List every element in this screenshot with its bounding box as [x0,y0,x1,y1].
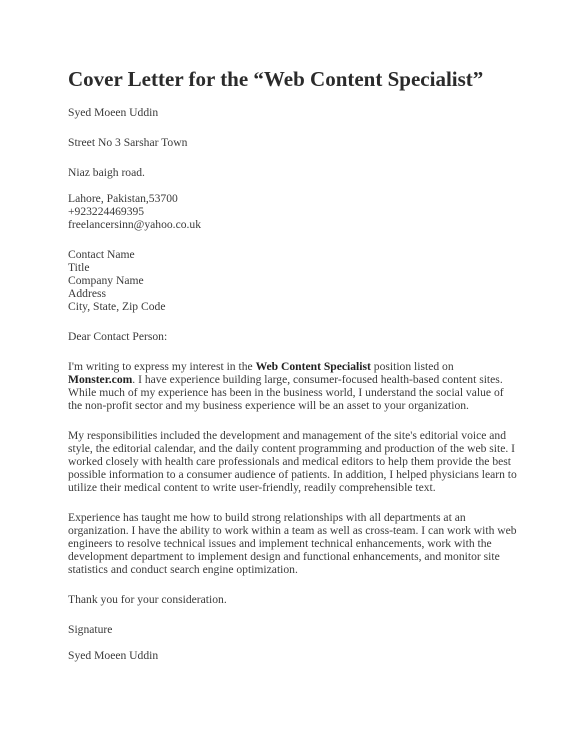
sender-name: Syed Moeen Uddin [68,106,159,119]
sender-street: Street No 3 Sarshar Town [68,136,188,149]
cover-letter-page [68,66,518,662]
sender-road: Niaz baigh road. [68,166,145,179]
recipient-company: Company Name [68,274,144,287]
paragraph-1-text-a: I'm writing to express my interest in the [68,360,256,373]
recipient-address: Address [68,287,106,300]
paragraph-1-text-b: position listed on [370,360,454,373]
recipient-city-state-zip: City, State, Zip Code [68,300,166,313]
closing: Thank you for your consideration. [68,593,227,606]
sender-email: freelancersinn@yahoo.co.uk [68,218,201,231]
sender-city: Lahore, Pakistan,53700 [68,192,178,205]
recipient-contact-name: Contact Name [68,248,135,261]
salutation: Dear Contact Person: [68,330,168,343]
sender-phone: +923224469395 [68,205,145,218]
paragraph-1-text-c: . I have experience building large, consumer-focused health-based content sites. While much of my experience has been in the business world, I understand the social value of the non-profit sector and my business experience will be an asset to your organization. [68,373,504,412]
job-board-highlight: Monster.com [68,373,133,386]
paragraph-1 [68,360,518,412]
paragraph-2: My responsibilities included the development and management of the site's editorial voice and style, the editorial calendar, and the daily content programming and production of the web site. I worked closely with health care professionals and medical editors to help them provide the best possible information to a consumer audience of patients. In addition, I helped physicians learn to utilize their medical content to write user-friendly, readily comprehensible text. [68,429,517,494]
signature-label: Signature [68,623,113,636]
page-title: Cover Letter for the “Web Content Specialist” [68,67,484,91]
job-title-highlight: Web Content Specialist [255,360,371,373]
paragraph-3: Experience has taught me how to build strong relationships with all departments at an organization. I have the ability to work within a team as well as cross-team. I can work with web engineers to resolve technical issues and implement technical enhancements, work with the development department to implement design and functional enhancements, and monitor site statistics and conduct search engine optimization. [68,511,517,576]
recipient-title: Title [68,261,90,274]
signature-name: Syed Moeen Uddin [68,649,159,662]
